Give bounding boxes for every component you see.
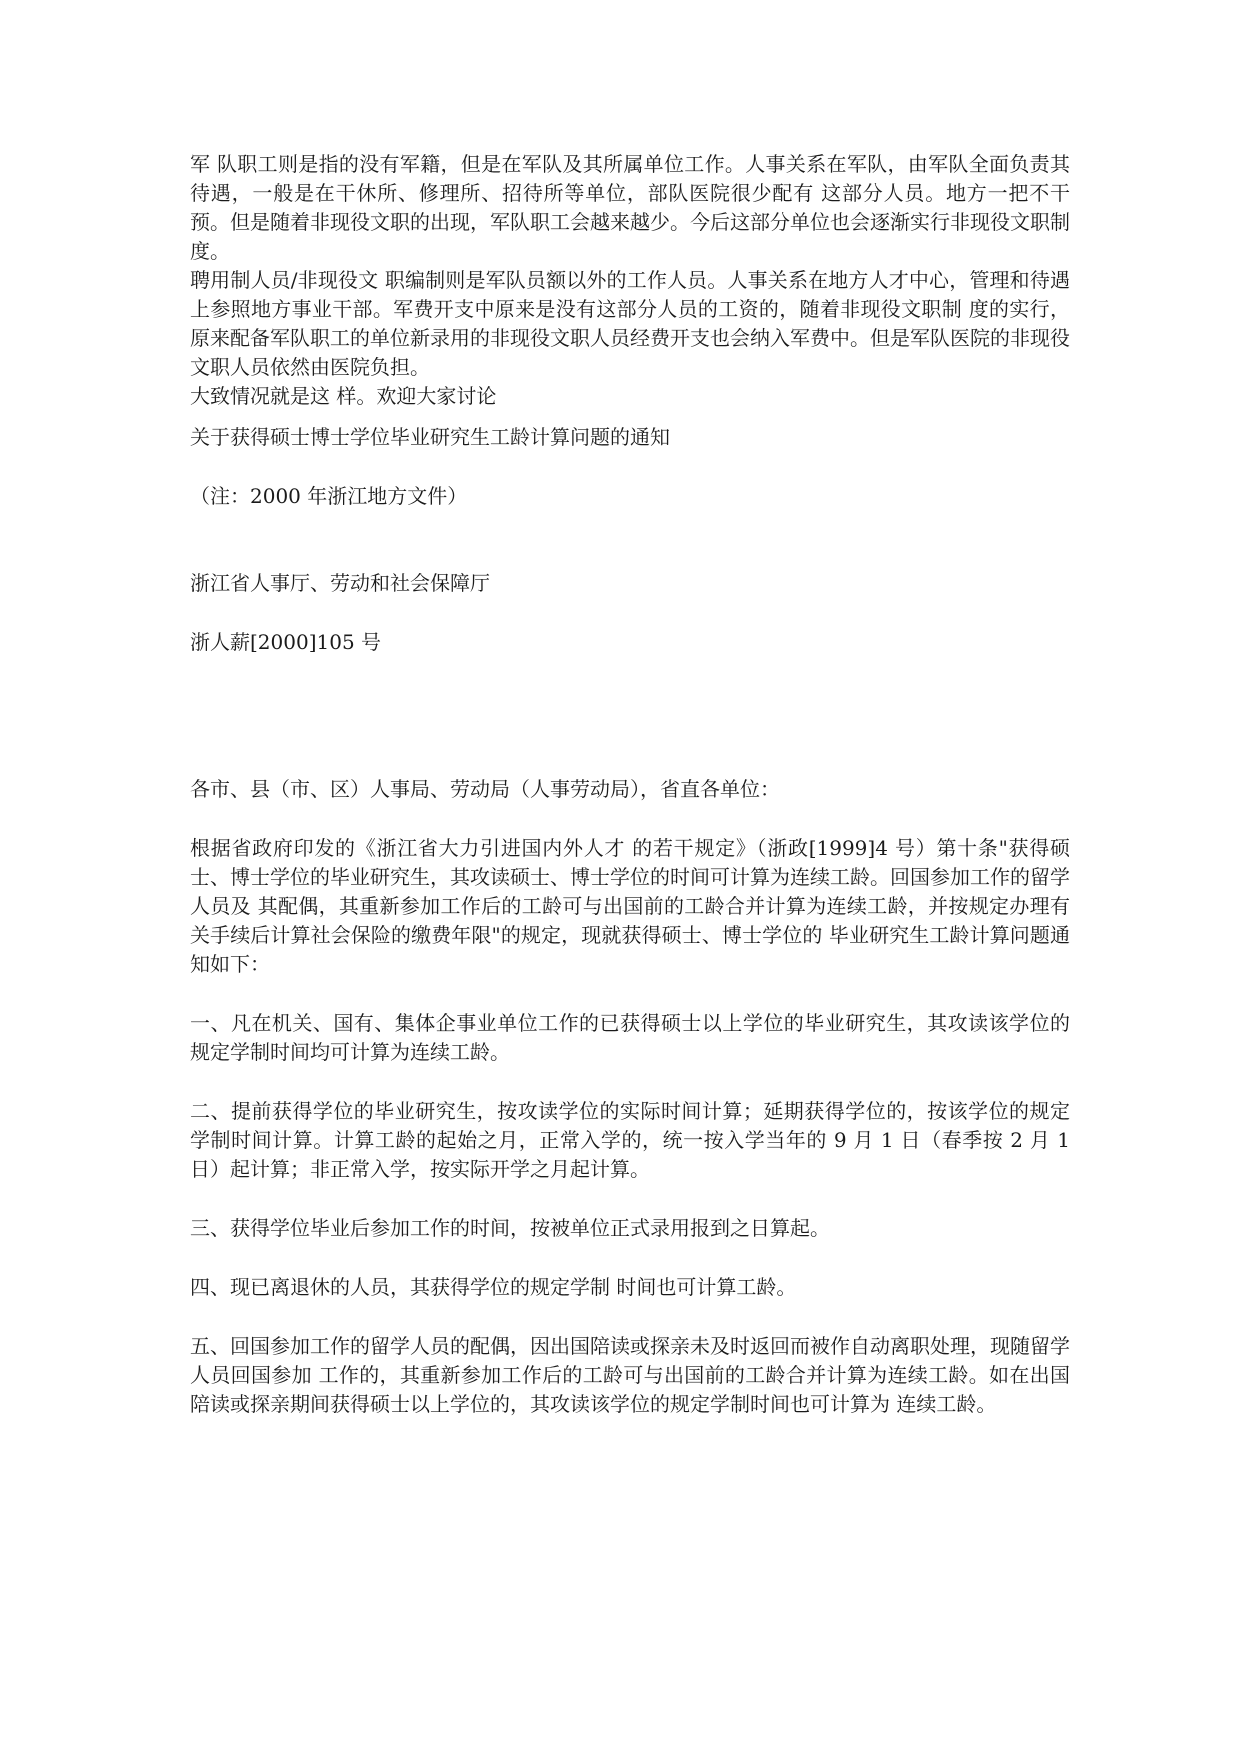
intro-paragraph-military-staff: 军 队职工则是指的没有军籍，但是在军队及其所属单位工作。人事关系在军队，由军队全面负责其待遇，一般是在干休所、修理所、招待所等单位，部队医院很少配有 这部分人员。地方一把不干预。但是随着非现役文职的出现，军队职工会越来越少。今后这部分单位也会逐渐实行非现役文职制度。 [190, 152, 1070, 263]
notice-item-2: 二、提前获得学位的毕业研究生，按攻读学位的实际时间计算；延期获得学位的，按该学位的规定 学制时间计算。计算工龄的起始之月，正常入学的，统一按入学当年的 9 月 1 日（春季按 2 月 1 日）起计算；非正常入学，按实际开学之月起计算。 [190, 1099, 1070, 1181]
notice-item-1: 一、凡在机关、国有、集体企事业单位工作的已获得硕士以上学位的毕业研究生，其攻读该学位的 规定学制时间均可计算为连续工龄。 [190, 1011, 1070, 1064]
intro-paragraph-closing: 大致情况就是这 样。欢迎大家讨论 [190, 384, 497, 408]
notice-document-number: 浙人薪[2000]105 号 [190, 630, 382, 654]
notice-item-4: 四、现已离退休的人员，其获得学位的规定学制 时间也可计算工龄。 [190, 1275, 797, 1299]
notice-preamble: 根据省政府印发的《浙江省大力引进国内外人才 的若干规定》（浙政[1999]4 号）第十条"获得硕士、博士学位的毕业研究生，其攻读硕士、博士学位的时间可计算为连续工龄。回国参加工作的留学人员及 其配偶，其重新参加工作后的工龄可与出国前的工龄合并计算为连续工龄，并按规定办理有关手续后计算社会保险的缴费年限"的规定，现就获得硕士、博士学位的 毕业研究生工龄计算问题通知如下： [190, 836, 1070, 976]
notice-item-5: 五、回国参加工作的留学人员的配偶，因出国陪读或探亲未及时返回而被作自动离职处理，现随留学人员回国参加 工作的，其重新参加工作后的工龄可与出国前的工龄合并计算为连续工龄。如在出国陪读或探亲期间获得硕士以上学位的，其攻读该学位的规定学制时间也可计算为 连续工龄。 [190, 1334, 1070, 1416]
notice-item-3: 三、获得学位毕业后参加工作的时间，按被单位正式录用报到之日算起。 [190, 1216, 830, 1240]
notice-note: （注：2000 年浙江地方文件） [190, 484, 468, 508]
notice-addressee: 各市、县（市、区）人事局、劳动局（人事劳动局），省直各单位： [190, 777, 780, 801]
notice-issuer: 浙江省人事厅、劳动和社会保障厅 [190, 571, 490, 595]
intro-paragraph-civilian-staff: 聘用制人员/非现役文 职编制则是军队员额以外的工作人员。人事关系在地方人才中心，管理和待遇上参照地方事业干部。军费开支中原来是没有这部分人员的工资的，随着非现役文职制 度的实行，原来配备军队职工的单位新录用的非现役文职人员经费开支也会纳入军费中。但是军队医院的非现役文职人员依然由医院负担。 [190, 268, 1070, 379]
notice-title: 关于获得硕士博士学位毕业研究生工龄计算问题的通知 [190, 425, 670, 449]
document-page [190, 150, 1070, 1419]
